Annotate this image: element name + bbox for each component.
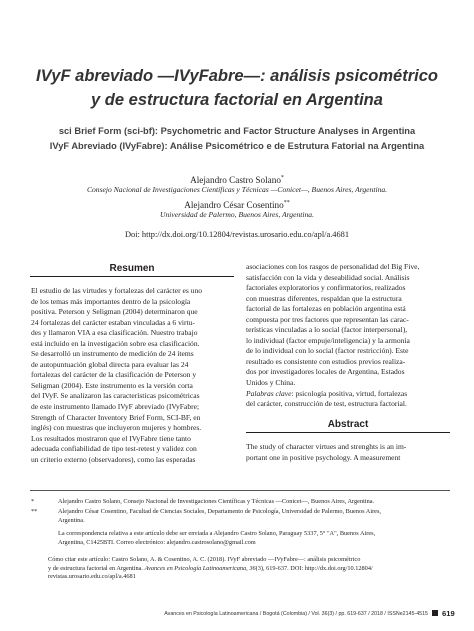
abstract-heading: Abstract: [246, 418, 450, 433]
resumen-right-line: lo individual (factor empuje/inteligencia) y la armonía: [246, 335, 410, 345]
resumen-left-line: Se desarrolló un instrumento de medición de 24 ítems: [31, 349, 194, 359]
resumen-right-line: satisfacción con la vida y deseabilidad social. Análisis: [246, 272, 410, 282]
correspondence-line-2: Argentina, C1425BTI. Correo electrónico: alejandro.castrosolano@gmail.com: [58, 538, 256, 546]
citation-line-3: revistas.urosario.edu.co/apl/a.4681: [48, 573, 136, 581]
abstract-line: portant one in positive psychology. A measurement: [246, 452, 401, 462]
running-footer: Avances en Psicología Latinoamericana / Bogotá (Colombia) / Vol. 36(3) / pp. 619-637 / 2018 / ISSNe2145-4515: [140, 610, 440, 618]
resumen-right-line: compuesta por tres factores que representan las carac-: [246, 314, 409, 324]
resumen-left-line: un criterio externo (observadores), como las esperadas: [31, 454, 196, 464]
resumen-left-line: Los resultados mostraron que el IVyFabre tiene tanto: [31, 433, 191, 443]
keywords-label: Palabras clave: [246, 388, 292, 398]
footnote-2-line-1: Alejandro César Cosentino, Facultad de Ciencias Sociales, Departamento de Psicología, Universidad de Palermo, Buenos Aires,: [58, 508, 381, 515]
article-title-line-2: y de estructura factorial en Argentina: [91, 91, 383, 109]
resumen-left-line: fortalezas del carácter de la clasificación de Peterson y: [31, 370, 197, 380]
author-2-mark: **: [283, 200, 290, 206]
footnote-1: Alejandro Castro Solano, Consejo Nacional de Investigaciones Científicas y Técnicas —Conicet—, Buenos Aires, Argentina.: [58, 498, 375, 505]
footnote-2-line-2: Argentina.: [58, 516, 85, 524]
correspondence-line-1: La correspondencia relativa a este artículo debe ser enviada a Alejandro Castro Solano, Paraguay 5337, 5° "A", Buenos Aires,: [58, 530, 376, 537]
english-title: sci Brief Form (sci-bf): Psychometric and Factor Structure Analyses in Argentina: [58, 126, 416, 136]
citation-line-1: Cómo citar este artículo: Castro Solano, A. & Cosentino, A. C. (2018). IVyF abreviado —IVyFabre—: análisis psicométrico: [48, 556, 361, 563]
resumen-left-line: positiva. Peterson y Seligman (2004) determinaron que: [31, 307, 198, 317]
article-title-line-1: IVyF abreviado —IVyFabre—: análisis psicométrico: [36, 67, 438, 85]
abstract-line: The study of character virtues and strenghts is an im-: [246, 442, 407, 451]
resumen-left-line: Strength of Character Inventory Brief Form, SCI-BF, en: [31, 412, 201, 422]
citation-note: [48, 556, 453, 582]
resumen-left-line: adecuada confiabilidad de tipo test-retest y validez con: [31, 444, 197, 454]
resumen-left-line: de este instrumento llamado IVyF abreviado (IVyFabre;: [31, 402, 200, 412]
author-2-affiliation: Universidad de Palermo, Buenos Aires, Argentina.: [160, 210, 314, 219]
correspondence-note: [58, 530, 453, 547]
resumen-right-line: Unidos y China.: [246, 378, 296, 388]
resumen-left-line: está incluido en la investigación sobre esa clasificación.: [31, 338, 200, 348]
keywords: [246, 389, 450, 410]
author-2: Alejandro César Cosentino**: [184, 200, 290, 211]
abstract-column: [246, 442, 450, 463]
resumen-right-line: factorial de las fortalezas en población argentina está: [246, 304, 406, 314]
portuguese-title: IVyF Abreviado (IVyFabre): Análise Psicométrico e de Estrutura Fatorial na Argentina: [49, 141, 425, 151]
footnote-2-mark: **: [31, 508, 38, 515]
author-1: Alejandro Castro Solano*: [190, 175, 284, 186]
resumen-left-line: des y llamaron VIA a esa clasificación. Nuestro trabajo: [31, 328, 198, 338]
author-1-mark: *: [280, 175, 284, 181]
resumen-right-line: resultado es consistente con estudios previos realiza-: [246, 356, 406, 366]
author-1-affiliation: Consejo Nacional de Investigaciones Científicas y Técnicas —Conicet—, Buenos Aires, Argentina.: [86, 185, 388, 194]
resumen-right-column: [246, 262, 450, 410]
resumen-left-line: del IVyF. Se analizaron las características psicométricas: [31, 391, 200, 401]
citation-journal: Avances en Psicología Latinoamericana, 36: [144, 564, 256, 572]
page-number: 619: [442, 609, 455, 618]
keywords-line-2: del carácter, construcción de test, estructura factorial.: [246, 399, 407, 409]
doi: Doi: http://dx.doi.org/10.12804/revistas.urosario.edu.co/apl/a.4681: [124, 230, 350, 239]
resumen-left-line: de los temas más importantes dentro de la psicología: [31, 296, 191, 306]
resumen-left-column: [31, 286, 235, 465]
resumen-left-line: 24 fortalezas del carácter estaban vinculadas a 6 virtu-: [31, 317, 195, 327]
footnote-1-mark: *: [31, 498, 35, 505]
footer-square-icon: [432, 610, 438, 616]
resumen-right-line: terísticas vinculadas a lo social (factor interpersonal),: [246, 325, 408, 335]
resumen-left-line: Seligman (2004). Este instrumento es la versión corta: [31, 380, 193, 390]
resumen-right-line: de lo individual con lo social (factor restricción). Este: [246, 346, 409, 356]
resumen-left-line: inglés) con muestras que incluyeron mujeres y hombres.: [31, 423, 202, 433]
resumen-heading: Resumen: [30, 262, 234, 277]
footnote-rule: [30, 490, 450, 491]
resumen-left-line: El estudio de las virtudes y fortalezas del carácter es uno: [31, 286, 202, 295]
resumen-right-line: factoriales exploratorios y confirmatorios, realizados: [246, 283, 406, 293]
resumen-left-line: de autopuntuación global directa para evaluar las 24: [31, 359, 189, 369]
resumen-right-line: dos por investigadores locales de Argentina, Estados: [246, 367, 405, 377]
resumen-right-line: asociaciones con los rasgos de personalidad del Big Five,: [246, 262, 420, 271]
citation-line-2: y de estructura factorial en Argentina. Avances en Psicología Latinoamericana, 36(3), 619-637. DOI: http://dx.doi.org/10.12804/: [48, 564, 373, 572]
footnote-2: [58, 508, 453, 525]
resumen-right-line: con muestras diferentes, respaldan que la estructura: [246, 293, 402, 303]
keywords-line-1: : psicología positiva, virtud, fortalezas: [291, 388, 408, 398]
